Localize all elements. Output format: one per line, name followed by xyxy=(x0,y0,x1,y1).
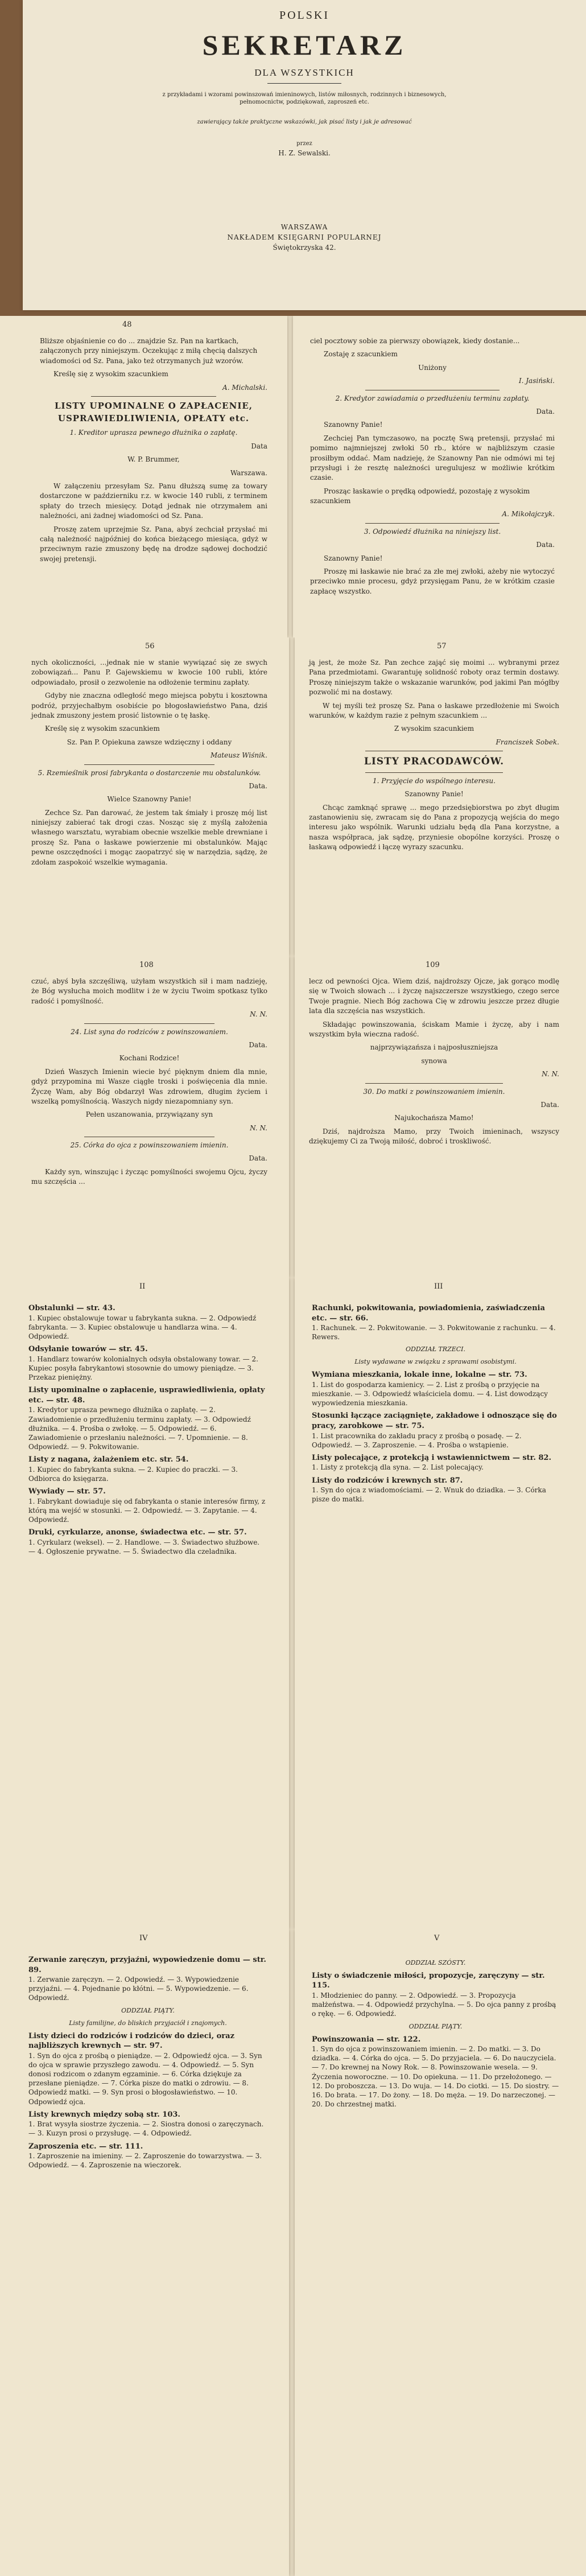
closing-line: najprzywiązańsza i najposłuszniejsza xyxy=(370,1043,498,1052)
index-entry xyxy=(312,1303,559,1342)
index-heading: Druki, cyrkularze, anonse, świadectwa etc. — str. 57. xyxy=(28,1528,247,1537)
signature: N. N. xyxy=(542,1070,559,1079)
title-line-1: POLSKI xyxy=(279,9,329,22)
index-division: ODDZIAŁ TRZECI. xyxy=(406,1345,465,1353)
paragraph: Chcąc zamknąć sprawę ... mego przedsiębiorstwa po zbyt długim zastanowieniu się, zwracam się do Pana z propozycją wejścia do mego interesu jako wspólnik. Warunki udziału będą dla Pana korzystne, a nasza współpraca, jak sądzę, przyniesie obopólne korzyści. Proszę o łaskawą odpowiedź i łączę wyrazy szacunku. xyxy=(309,803,559,851)
item-title: 2. Kredytor zawiadamia o przedłużeniu terminu zapłaty. xyxy=(335,394,530,402)
index-entry xyxy=(28,2142,267,2170)
signature: N. N. xyxy=(250,1124,267,1132)
index-division: ODDZIAŁ PIĄTY. xyxy=(408,2022,463,2030)
item-title: 1. Kreditor uprasza pewnego dłużnika o zapłatę. xyxy=(69,429,238,437)
title-page xyxy=(23,0,586,310)
letter-date: Data. xyxy=(249,781,267,790)
index-entry xyxy=(312,1476,559,1504)
index-entry xyxy=(312,1971,559,2019)
paragraph: lecz od pewności Ojca. Wiem dziś, najdroższy Ojcze, jak gorąco modlę się w Twoich słowach ... i życzę najszczersze wszystkiego, czego serce Twoje pragnie. Niech Bóg zachowa Cię w zdrowiu jeszcze przez długie lata dla szczęścia nas wszystkich. xyxy=(309,977,559,1015)
title-author: H. Z. Sewalski. xyxy=(278,149,331,157)
index-heading: Listy dzieci do rodziców i rodziców do dzieci, oraz najbliższych krewnych — str. 97. xyxy=(28,2031,234,2051)
page-number: III xyxy=(434,1282,443,1291)
index-text: 1. Syn do ojca z wiadomościami. — 2. Wnuk do dziadka. — 3. Córka pisze do matki. xyxy=(312,1486,546,1504)
letter-date: Data. xyxy=(249,1040,267,1049)
signature: Mateusz Wiśnik. xyxy=(210,751,267,760)
index-text: 1. List do gospodarza kamienicy. — 2. List z prośbą o przyjęcie na mieszkanie. — 3. Odpowiedź właściciela domu. — 4. List dowodzący wypowiedzenia mieszkania. xyxy=(312,1380,548,1408)
paragraph: W załączeniu przesyłam Sz. Panu dłuższą sumę za towary dostarczone w październiku r.z. w kwocie 140 rubli, z terminem spłaty do trzech miesięcy. Dotąd jednak nie otrzymałem ani należności, ani żadnej wiadomości od Sz. Pana. xyxy=(40,482,267,520)
divider xyxy=(84,1023,214,1024)
index-division-note: Listy wydawane w związku z sprawami osobistymi. xyxy=(354,1358,517,1366)
index-heading: Zaproszenia etc. — str. 111. xyxy=(28,2142,143,2151)
divider xyxy=(84,764,214,765)
index-division: ODDZIAŁ SZÓSTY. xyxy=(405,1959,466,1966)
index-text: 1. Handlarz towarów kolonialnych odsyła obstalowany towar. — 2. Kupiec posyła fabrykantowi stosownie do umowy pieniądze. — 3. Przekaz pieniężny. xyxy=(28,1355,258,1382)
closing-line: Z wysokim szacunkiem xyxy=(394,725,474,733)
index-text: 1. Brat wysyła siostrze życzenia. — 2. Siostra donosi o zaręczynach. — 3. Kuzyn prosi o przysługę. — 4. Odpowiedź. xyxy=(28,2120,264,2138)
paragraph: Prosząc łaskawie o prędką odpowiedź, pozostaję z wysokim szacunkiem xyxy=(310,487,530,505)
letter-date: Data. xyxy=(249,1154,267,1163)
page-number: 109 xyxy=(426,961,440,969)
index-text: 1. Syn do ojca z powinszowaniem imienin. — 2. Do matki. — 3. Do dziadka. — 4. Córka do ojca. — 5. Do przyjaciela. — 6. Do nauczyciela. — 7. Do krewnej na Nowy Rok. — 8. Powinszowanie wesela. — 9. Życzenia noworoczne. — 10. Do opiekuna. — 11. Do przełożonego. — 12. Do proboszcza. — 13. Do wuja. — 14. Do ciotki. — 15. Do siostry. — 16. Do brata. — 17. Do żony. — 18. Do męża. — 19. Do narzeczonej. — 20. Do chrzestnej matki. xyxy=(312,2045,559,2109)
signature: I. Jasiński. xyxy=(518,377,555,385)
closing-line: Uniżony xyxy=(418,363,447,372)
salutation: Kochani Rodzice! xyxy=(119,1054,180,1063)
salutation: Szanowny Panie! xyxy=(324,421,383,429)
closing-line: Kreślę się z wysokim szacunkiem xyxy=(53,370,168,378)
page-108 xyxy=(0,956,289,1278)
index-heading: Wymiana mieszkania, lokale inne, lokalne — str. 73. xyxy=(312,1371,527,1380)
paragraph: Składając powinszowania, ściskam Mamie i życzę, aby i nam wszystkim była wieczna radość. xyxy=(309,1020,559,1038)
index-II-list xyxy=(28,1303,267,1559)
spread-index-II-III xyxy=(0,1278,586,1929)
index-heading: Powinszowania — str. 122. xyxy=(312,2035,421,2044)
page-number: 57 xyxy=(437,642,447,651)
paragraph: Dzień Waszych Imienin wiecie być pięknym dniem dla mnie, gdyż przypomina mi Wasze ciągłe troski i poświęcenia dla mnie. Życzę Wam, aby Bóg obdarzył Was zdrowiem, długim życiem i wszelką pomyślnością. Waszych nigdy niezapomniany syn. xyxy=(31,1067,267,1105)
index-heading: Stosunki łączące zaciągnięte, zakładowe i odnoszące się do pracy, zarobkowe — str. 75. xyxy=(312,1412,557,1430)
index-division: ODDZIAŁ PIĄTY. xyxy=(121,2006,175,2014)
closing-line: Kreślę się z wysokim szacunkiem xyxy=(45,725,160,733)
signature: A. Michalski. xyxy=(222,383,267,392)
salutation: Szanowny Panie! xyxy=(405,790,464,799)
divider xyxy=(91,396,216,397)
index-heading: Zerwanie zaręczyn, przyjaźni, wypowiedzenie domu — str. 89. xyxy=(28,1956,266,1974)
page-109-text xyxy=(309,977,559,1150)
paragraph: Proszę zatem uprzejmie Sz. Pana, abyś zechciał przysłać mi całą należność najpóźniej do końca bieżącego miesiąca, gdyż w przeciwnym razie zmuszony będę na drodze sądowej dochodzić swojej pretensji. xyxy=(40,525,267,563)
index-text: 1. Rachunek. — 2. Pokwitowanie. — 3. Pokwitowanie z rachunku. — 4. Rewers. xyxy=(312,1324,556,1342)
page-number: V xyxy=(434,1934,440,1943)
page-number: 56 xyxy=(145,642,155,651)
page-number: 48 xyxy=(122,320,132,329)
index-heading: Rachunki, pokwitowania, powiadomienia, zaświadczenia etc. — str. 66. xyxy=(312,1304,545,1323)
salutation: Szanowny Panie! xyxy=(324,554,383,562)
page-49-text xyxy=(310,336,555,600)
letter-city: Warszawa. xyxy=(230,468,267,477)
spread-108-109 xyxy=(0,956,586,1278)
index-text: 1. Zaproszenie na imieniny. — 2. Zaproszenie do towarzystwa. — 3. Odpowiedź. — 4. Zaproszenie na wieczorek. xyxy=(28,2152,262,2170)
spread-index-IV-V xyxy=(0,1929,586,2576)
title-divider xyxy=(267,83,341,84)
index-entry xyxy=(28,1955,267,2003)
title-description-2: zawierający także praktyczne wskazówki, jak pisać listy i jak je adresować xyxy=(197,119,412,125)
index-heading: Listy krewnych między sobą str. 103. xyxy=(28,2110,180,2119)
index-entry xyxy=(312,1370,559,1408)
paragraph: Zechciej Pan tymczasowo, na pocztę Swą pretensji, przysłać mi pomimo najmniejszej zwłoki 50 rb., które w najbliższym czasie prosiłbym oddać. Mam nadzieję, że Szanowny Pan nie odmówi mi tej przysługi i że resztę należności uregulujesz w możliwie krótkim czasie. xyxy=(310,434,555,482)
index-entry xyxy=(28,2110,267,2138)
title-page-photo xyxy=(0,0,586,316)
paragraph: Bliższe objaśnienie co do ... znajdzie Sz. Pan na kartkach, załączonych przy niniejszym. Oczekując z miłą chęcią dalszych wiadomości od Sz. Pana, jako też otrzymanych już wzorów. xyxy=(40,337,258,365)
title-publisher-city: WARSZAWA xyxy=(280,223,328,231)
item-title: 30. Do matki z powinszowaniem imienin. xyxy=(363,1087,505,1096)
title-main: SEKRETARZ xyxy=(202,29,407,61)
spread-56-57 xyxy=(0,637,586,956)
letter-date: Data. xyxy=(540,1100,559,1109)
index-entry xyxy=(28,1344,267,1382)
index-text: 1. Kredytor uprasza pewnego dłużnika o zapłatę. — 2. Zawiadomienie o przedłużeniu terminu zapłaty. — 3. Odpowiedź dłużnika. — 4. Prośba o zwłokę. — 5. Odpowiedź. — 6. Zawiadomienie o przesłaniu należności. — 7. Upomnienie. — 8. Odpowiedź. — 9. Pokwitowanie. xyxy=(28,1406,251,1451)
page-57-text xyxy=(309,658,559,856)
index-III-list xyxy=(312,1303,559,1508)
index-entry xyxy=(312,1411,559,1449)
closing-line: Zostaję z szacunkiem xyxy=(324,350,398,359)
signature: A. Mikołajczyk. xyxy=(502,510,555,519)
index-V-list xyxy=(312,1955,559,2112)
page-48-text xyxy=(40,336,267,567)
index-entry xyxy=(28,1303,267,1341)
index-heading: Odsyłanie towarów — str. 45. xyxy=(28,1345,148,1354)
title-publisher: NAKŁADEM KSIĘGARNI POPULARNEJ xyxy=(227,233,382,241)
index-entry xyxy=(28,2031,267,2106)
page-48 xyxy=(0,316,287,637)
paragraph: Każdy syn, winszując i życząc pomyślności swojemu Ojcu, życzy mu szczęścia ... xyxy=(31,1167,267,1186)
paragraph: Gdyby nie znaczna odległość mego miejsca pobytu i kosztowna podróż, przyjechałbym osobiście po błogosławieństwo Pana, dziś jednak zmuszony jestem prosić listownie o tę łaskę. xyxy=(31,692,267,719)
index-heading: Listy upominalne o zapłacenie, usprawiedliwienia, opłaty etc. — str. 48. xyxy=(28,1386,265,1405)
index-entry xyxy=(28,1385,267,1451)
paragraph: W tej myśli też proszę Sz. Pana o łaskawe przedłożenie mi Swoich warunków, w każdym razie z pełnym szacunkiem ... xyxy=(309,701,559,719)
page-V xyxy=(295,1929,586,2576)
page-108-text xyxy=(31,977,267,1191)
divider xyxy=(365,1083,503,1084)
index-text: 1. Listy z protekcją dla syna. — 2. List polecający. xyxy=(312,1463,484,1472)
index-heading: Listy polecające, z protekcją i wstawiennictwem — str. 82. xyxy=(312,1453,552,1462)
letter-date: Data xyxy=(251,442,267,450)
index-IV-list xyxy=(28,1955,267,2174)
index-heading: Listy o świadczenie miłości, propozycje, zaręczyny — str. 115. xyxy=(312,1971,545,1990)
signature: Franciszek Sobek. xyxy=(496,738,559,746)
spread-48 xyxy=(0,316,586,637)
page-IV xyxy=(0,1929,289,2576)
title-author-pre: przez xyxy=(296,141,312,147)
index-text: 1. Zerwanie zaręczyn. — 2. Odpowiedź. — 3. Wypowiedzenie przyjaźni. — 4. Pojednanie po kłótni. — 5. Wypowiedzenie. — 6. Odpowiedź. xyxy=(28,1976,249,2002)
page-number: IV xyxy=(139,1934,148,1943)
item-title: 5. Rzemieślnik prosi fabrykanta o dostarczenie mu obstalunków. xyxy=(38,768,261,777)
item-title: 3. Odpowiedź dłużnika na niniejszy list. xyxy=(364,527,501,536)
signature: N. N. xyxy=(250,1010,267,1019)
paragraph: Proszę mi łaskawie nie brać za złe mej zwłoki, ażeby nie wytoczyć przeciwko mnie procesu, gdyż przysięgam Panu, że w krótkim czasie zapłacę wszystko. xyxy=(310,567,555,595)
paragraph: Zechce Sz. Pan darować, że jestem tak śmiały i proszę mój list niniejszy zabierać tak drogi czas. Nosząc się z myślą założenia własnego warsztatu, wyrabiam obecnie wszelkie meble drewniane i proszę Sz. Pana o łaskawe powierzenie mi obstalunków. Mając pewne oszczędności i mogąc zaopatrzyć się w narzędzia, sądzę, że zdołam zaspokoić wszelkie wymagania. xyxy=(31,808,267,866)
page-49 xyxy=(293,316,586,637)
paragraph: ciel pocztowy sobie za pierwszy obowiązek, kiedy dostanie... xyxy=(310,337,520,345)
paragraph: Dziś, najdroższa Mamo, przy Twoich imieninach, wszyscy dziękujemy Ci za Twoją miłość, dobroć i troskliwość. xyxy=(309,1127,559,1146)
index-entry xyxy=(28,1487,267,1524)
item-title: 25. Córka do ojca z powinszowaniem imienin. xyxy=(70,1141,229,1150)
section-heading: LISTY UPOMINALNE O ZAPŁACENIE, USPRAWIEDLIWIENIA, OPŁATY etc. xyxy=(55,400,253,423)
index-text: 1. Cyrkularz (weksel). — 2. Handlowe. — 3. Świadectwo służbowe. — 4. Ogłoszenie prywatne. — 5. Świadectwo dla czeladnika. xyxy=(28,1538,260,1556)
section-heading: LISTY PRACODAWCÓW. xyxy=(364,756,505,768)
letter-address: W. P. Brummer, xyxy=(127,455,180,464)
divider xyxy=(365,523,500,524)
index-entry xyxy=(28,1528,267,1556)
page-109 xyxy=(295,956,586,1278)
divider xyxy=(365,772,503,773)
index-heading: Wywiady — str. 57. xyxy=(28,1487,106,1496)
page-56-text xyxy=(31,658,267,871)
item-title: 1. Przyjęcie do wspólnego interesu. xyxy=(373,776,496,785)
page-56 xyxy=(0,637,289,956)
page-number: 108 xyxy=(139,961,154,969)
title-sub: DLA WSZYSTKICH xyxy=(254,67,354,78)
salutation: Wielce Szanowny Panie! xyxy=(107,795,192,804)
index-text: 1. Fabrykant dowiaduje się od fabrykanta o stanie interesów firmy, z którą ma wejść w stosunki. — 2. Odpowiedź. — 3. Zapytanie. — 4. Odpowiedź. xyxy=(28,1497,266,1524)
index-entry xyxy=(312,2035,559,2109)
index-text: 1. Syn do ojca z prośbą o pieniądze. — 2. Odpowiedź ojca. — 3. Syn do ojca w sprawie przyszłego zawodu. — 4. Odpowiedź. — 5. Syn donosi rodzicom o zdanym egzaminie. — 6. Córka dziękuje za przesłane pieniądze. — 7. Córka pisze do matki o zdrowiu. — 8. Odpowiedź matki. — 9. Syn prosi o błogosławieństwo. — 10. Odpowiedź ojca. xyxy=(28,2051,262,2106)
index-heading: Listy z nagana, żalażeniem etc. str. 54. xyxy=(28,1455,189,1464)
index-text: 1. Młodzieniec do panny. — 2. Odpowiedź. — 3. Propozycja małżeństwa. — 4. Odpowiedź przychylna. — 5. Do ojca panny z prośbą o rękę. — 6. Odpowiedź. xyxy=(312,1991,556,2018)
index-entry xyxy=(312,1453,559,1472)
index-text: 1. List pracownika do zakładu pracy z prośbą o posadę. — 2. Odpowiedź. — 3. Zaproszenie. — 4. Prośba o wstąpienie. xyxy=(312,1431,522,1449)
title-publisher-address: Świętokrzyska 42. xyxy=(273,244,336,252)
paragraph: ją jest, że może Sz. Pan zechce zająć się moimi ... wybranymi przez Pana przedmiotami. Gwarantuję solidność roboty oraz termin dostawy. Proszę niniejszym także o wskazanie warunków, pod jakimi Pan mógłby pozwolić mi na dostawy. xyxy=(309,659,559,697)
index-entry xyxy=(28,1455,267,1483)
page-57 xyxy=(295,637,586,956)
closing-line: synowa xyxy=(421,1056,447,1065)
title-description: z przykładami i wzorami powinszowań imieninowych, listów miłosnych, rodzinnych i biznesowych, pełnomocnictw, podziękowań, zaproszeń etc. xyxy=(162,92,447,105)
index-text: 1. Kupiec do fabrykanta sukna. — 2. Kupiec do praczki. — 3. Odbiorca do księgarza. xyxy=(28,1465,238,1483)
index-division-note: Listy familijne, do bliskich przyjaciół i znajomych. xyxy=(69,2019,227,2027)
letter-date: Data. xyxy=(536,407,555,415)
index-heading: Listy do rodziców i krewnych str. 87. xyxy=(312,1476,463,1485)
page-number: II xyxy=(139,1282,146,1291)
index-text: 1. Kupiec obstalowuje towar u fabrykanta sukna. — 2. Odpowiedź fabrykanta. — 3. Kupiec obstalowuje u handlarza wina. — 4. Odpowiedź. xyxy=(28,1314,257,1340)
paragraph: nych okoliczności, ...jednak nie w stanie wywiązać się ze swych zobowiązań... Panu P. Gajewskiemu w kwocie 100 rubli, które odpowiadało, prosił o zezwolenie na odłożenie terminu zapłaty. xyxy=(31,659,267,686)
closing-line: Sz. Pan P. Opiekuna zawsze wdzięczny i oddany xyxy=(67,738,232,746)
page-III xyxy=(295,1278,586,1929)
index-heading: Obstalunki — str. 43. xyxy=(28,1304,115,1312)
paragraph: czuć, abyś była szczęśliwą, użyłam wszystkich sił i mam nadzieję, że Bóg wysłucha moich modlitw i że w życiu Twoim spotkasz tylko radość i pomyślność. xyxy=(31,977,267,1005)
page-II xyxy=(0,1278,289,1929)
salutation: Najukochańsza Mamo! xyxy=(394,1114,474,1122)
item-title: 24. List syna do rodziców z powinszowaniem. xyxy=(71,1027,228,1036)
closing-line: Pełen uszanowania, przywiązany syn xyxy=(85,1110,213,1119)
letter-date: Data. xyxy=(536,541,555,549)
